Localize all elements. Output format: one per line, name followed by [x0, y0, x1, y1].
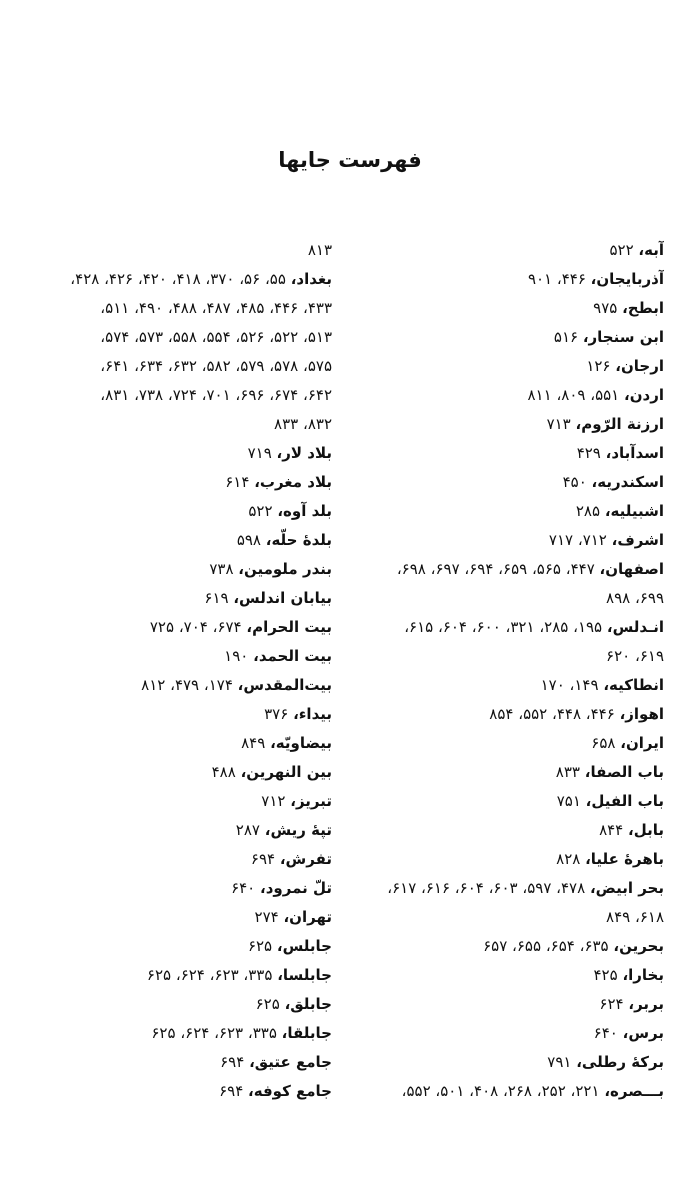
page-numbers: ۲۸۵: [575, 502, 601, 521]
page-numbers: ۱۹۵، ۲۸۵، ۳۲۱، ۶۰۰، ۶۰۴، ۶۱۵،: [404, 618, 603, 637]
page-numbers: ۶۴۰: [593, 1024, 618, 1043]
page-numbers: ۱۹۰: [224, 647, 249, 666]
place-name: بیضاویّه،: [270, 734, 332, 753]
page-numbers: ۴۲۵: [593, 966, 618, 985]
place-name: انـدلس،: [606, 618, 664, 637]
page-numbers: ۳۳۵، ۶۲۳، ۶۲۴، ۶۲۵: [146, 966, 273, 985]
place-name: تهران،: [283, 908, 332, 927]
page-numbers: ۶۹۴: [219, 1082, 244, 1101]
page-numbers: ۹۷۵: [593, 299, 618, 318]
page-numbers: ۷۳۸: [209, 560, 234, 579]
place-name: باب الصفا،: [584, 763, 664, 782]
index-entry: [368, 729, 664, 758]
index-entry: [368, 468, 664, 497]
place-name: ارجان،: [615, 357, 664, 376]
place-name: بلدهٔ حلّه،: [265, 531, 332, 550]
page-numbers: ۱۴۹، ۱۷۰: [540, 676, 599, 695]
index-column-left: [30, 236, 332, 1106]
page-numbers: ۸۲۸: [556, 850, 581, 869]
index-entry: [368, 990, 664, 1019]
page-numbers: ۴۲۹: [576, 444, 601, 463]
page-numbers: ۱۲۶: [586, 357, 611, 376]
place-name: ایران،: [620, 734, 664, 753]
page-title: فهرست جایها: [278, 148, 422, 172]
index-entry: [30, 1019, 332, 1048]
index-entry: [368, 439, 664, 468]
page-numbers: ۴۳۳، ۴۴۶، ۴۸۵، ۴۸۷، ۴۸۸، ۴۹۰، ۵۱۱،: [100, 299, 332, 318]
place-name: بـــصره،: [604, 1082, 664, 1101]
index-entry: [30, 758, 332, 787]
index-entry: [368, 874, 664, 903]
index-column-right: [368, 236, 664, 1106]
place-name: بابل،: [628, 821, 664, 840]
place-name: آذربایجان،: [590, 270, 664, 289]
index-entry: [368, 903, 664, 932]
index-entry: [368, 352, 664, 381]
place-name: بیت الحرام،: [246, 618, 332, 637]
place-name: بغداد،: [290, 270, 332, 289]
index-entry: [30, 468, 332, 497]
page-numbers: ۷۵۱: [556, 792, 581, 811]
page-numbers: ۸۴۴: [599, 821, 624, 840]
place-name: ابن سنجار،: [582, 328, 664, 347]
index-entry: [368, 1019, 664, 1048]
page-numbers: ۲۲۱، ۲۵۲، ۲۶۸، ۴۰۸، ۵۰۱، ۵۵۲،: [401, 1082, 600, 1101]
place-name: جامع عتیق،: [249, 1053, 332, 1072]
place-name: اصفهان،: [599, 560, 664, 579]
page-numbers: ۶۴۲، ۶۷۴، ۶۹۶، ۷۰۱، ۷۲۴، ۷۳۸، ۸۳۱،: [100, 386, 332, 405]
index-entry: [30, 584, 332, 613]
place-name: بین النهرین،: [240, 763, 332, 782]
page-numbers: ۶۷۴، ۷۰۴، ۷۲۵: [149, 618, 242, 637]
index-entry: [368, 700, 664, 729]
place-name: برس،: [622, 1024, 664, 1043]
page-numbers: ۳۳۵، ۶۲۳، ۶۲۴، ۶۲۵: [151, 1024, 277, 1043]
page-numbers: ۴۷۸، ۵۹۷، ۶۰۳، ۶۰۴، ۶۱۶، ۶۱۷،: [387, 879, 586, 898]
place-name: جابلقا،: [281, 1024, 332, 1043]
page-numbers: ۴۴۶، ۴۴۸، ۵۵۲، ۸۵۴: [489, 705, 615, 724]
place-name: جابلس،: [276, 937, 332, 956]
index-entry: [368, 787, 664, 816]
page-numbers: ۶۱۹: [204, 589, 229, 608]
place-name: انطاکیه،: [603, 676, 664, 695]
place-name: ابطح،: [622, 299, 664, 318]
page-numbers: ۴۴۷، ۵۶۵، ۶۵۹، ۶۹۴، ۶۹۷، ۶۹۸،: [396, 560, 595, 579]
index-entry: [30, 874, 332, 903]
place-name: اردن،: [624, 386, 664, 405]
index-entry: [30, 1077, 332, 1106]
index-entry: [368, 1077, 664, 1106]
index-entry: [30, 410, 332, 439]
page-numbers: ۶۳۵، ۶۵۴، ۶۵۵، ۶۵۷: [483, 937, 609, 956]
index-entry: [30, 1048, 332, 1077]
index-entry: [30, 555, 332, 584]
place-name: اسدآباد،: [605, 444, 664, 463]
index-entry: [368, 526, 664, 555]
place-name: بربر،: [628, 995, 664, 1014]
index-entry: [30, 816, 332, 845]
page-numbers: ۶۵۸: [591, 734, 616, 753]
page-numbers: ۷۱۹: [247, 444, 272, 463]
place-name: بیابان اندلس،: [233, 589, 332, 608]
index-entry: [30, 526, 332, 555]
index-entry: [368, 932, 664, 961]
index-entry: [368, 294, 664, 323]
page-numbers: ۶۱۴: [225, 473, 250, 492]
place-name: بیت‌المقدس،: [237, 676, 332, 695]
page-numbers: ۵۷۵، ۵۷۸، ۵۷۹، ۵۸۲، ۶۳۲، ۶۳۴، ۶۴۱،: [100, 357, 332, 376]
place-name: باب الفیل،: [585, 792, 664, 811]
page-numbers: ۴۵۰: [562, 473, 587, 492]
index-entry: [30, 932, 332, 961]
index-entry: [368, 236, 664, 265]
page-numbers: ۵۵، ۵۶، ۳۷۰، ۴۱۸، ۴۲۰، ۴۲۶، ۴۲۸،: [70, 270, 286, 289]
index-entry: [30, 236, 332, 265]
index-entry: [30, 787, 332, 816]
index-entry: [30, 845, 332, 874]
page-numbers: ۲۸۷: [235, 821, 260, 840]
page-numbers: ۷۱۳: [546, 415, 571, 434]
place-name: آبه،: [638, 241, 664, 259]
index-entry: [368, 671, 664, 700]
place-name: اهواز،: [619, 705, 664, 724]
page-numbers: ۶۱۸، ۸۴۹: [606, 908, 664, 927]
index-entry: [30, 294, 332, 323]
index-entry: [30, 613, 332, 642]
page-numbers: ۸۴۹: [241, 734, 266, 753]
place-name: جابلسا،: [277, 966, 332, 985]
place-name: بلاد مغرب،: [254, 473, 332, 492]
page-numbers: ۷۹۱: [547, 1053, 572, 1072]
page-numbers: ۶۹۴: [250, 850, 276, 869]
page-numbers: ۴۴۶، ۹۰۱: [527, 270, 586, 289]
page-numbers: ۶۲۵: [255, 995, 280, 1014]
index-entry: [368, 265, 664, 294]
index-entry: [30, 323, 332, 352]
index-entry: [30, 381, 332, 410]
page-numbers: ۵۲۲: [609, 241, 634, 259]
page-numbers: ۸۳۲، ۸۳۳: [274, 415, 332, 434]
place-name: ارزنة الرّوم،: [575, 415, 664, 434]
page-numbers: ۵۱۶: [553, 328, 579, 347]
index-entry: [30, 990, 332, 1019]
page-numbers: ۶۹۹، ۸۹۸: [606, 589, 664, 608]
index-entry: [30, 903, 332, 932]
page-numbers: ۵۲۲: [248, 502, 273, 521]
page-numbers: ۶۱۹، ۶۲۰: [606, 647, 664, 666]
place-name: برکهٔ رطلی،: [576, 1053, 664, 1072]
index-entry: [368, 410, 664, 439]
index-entry: [368, 845, 664, 874]
place-name: بیت الحمد،: [253, 647, 332, 666]
place-name: تبریز،: [290, 792, 332, 811]
place-name: تلّ نمرود،: [260, 879, 332, 898]
page-numbers: ۶۴۰: [231, 879, 256, 898]
index-entry: [30, 352, 332, 381]
place-name: بلاد لار،: [276, 444, 332, 463]
index-entry: [368, 497, 664, 526]
place-name: اسکندریه،: [591, 473, 664, 492]
index-entry: [30, 497, 332, 526]
index-entry: [368, 1048, 664, 1077]
page-numbers: ۲۷۴: [254, 908, 279, 927]
index-entry: [368, 642, 664, 671]
index-entry: [30, 265, 332, 294]
place-name: بحر ابیض،: [589, 879, 664, 898]
page-numbers: ۸۳۳: [555, 763, 580, 782]
page-numbers: ۷۱۲، ۷۱۷: [548, 531, 607, 550]
index-entry: [368, 758, 664, 787]
page-numbers: ۱۷۴، ۴۷۹، ۸۱۲: [141, 676, 233, 695]
index-entry: [30, 961, 332, 990]
index-entry: [368, 584, 664, 613]
place-name: جابلق،: [284, 995, 332, 1014]
index-entry: [368, 613, 664, 642]
place-name: بخارا،: [622, 966, 664, 985]
place-name: تپهٔ ریش،: [264, 821, 332, 840]
index-entry: [30, 671, 332, 700]
index-entry: [30, 700, 332, 729]
index-entry: [368, 961, 664, 990]
page-numbers: ۳۷۶: [264, 705, 289, 724]
index-entry: [368, 555, 664, 584]
page-numbers: ۶۲۴: [599, 995, 624, 1014]
place-name: باهرهٔ علیا،: [585, 850, 664, 869]
index-entry: [368, 381, 664, 410]
page-numbers: ۶۲۵: [247, 937, 273, 956]
page-numbers: ۶۹۴: [220, 1053, 245, 1072]
place-name: جامع کوفه،: [248, 1082, 332, 1101]
page-numbers: ۴۸۸: [211, 763, 236, 782]
index-entry: [368, 816, 664, 845]
place-name: بحرین،: [613, 937, 664, 956]
place-name: اشبیلیه،: [604, 502, 664, 521]
page-numbers: ۵۹۸: [236, 531, 261, 550]
place-name: بیداء،: [293, 705, 332, 724]
index-entry: [30, 729, 332, 758]
page-numbers: ۵۱۳، ۵۲۲، ۵۲۶، ۵۵۴، ۵۵۸، ۵۷۳، ۵۷۴،: [100, 328, 332, 347]
place-name: بندر ملومین،: [238, 560, 332, 579]
index-entry: [368, 323, 664, 352]
place-name: اشرف،: [611, 531, 664, 550]
index-entry: [30, 439, 332, 468]
place-name: تفرش،: [279, 850, 332, 869]
page-numbers: ۵۵۱، ۸۰۹، ۸۱۱: [527, 386, 620, 405]
page-numbers: ۷۱۲: [261, 792, 286, 811]
index-entry: [30, 642, 332, 671]
page-numbers: ۸۱۳: [307, 241, 332, 259]
place-name: بلد آوه،: [277, 502, 332, 521]
